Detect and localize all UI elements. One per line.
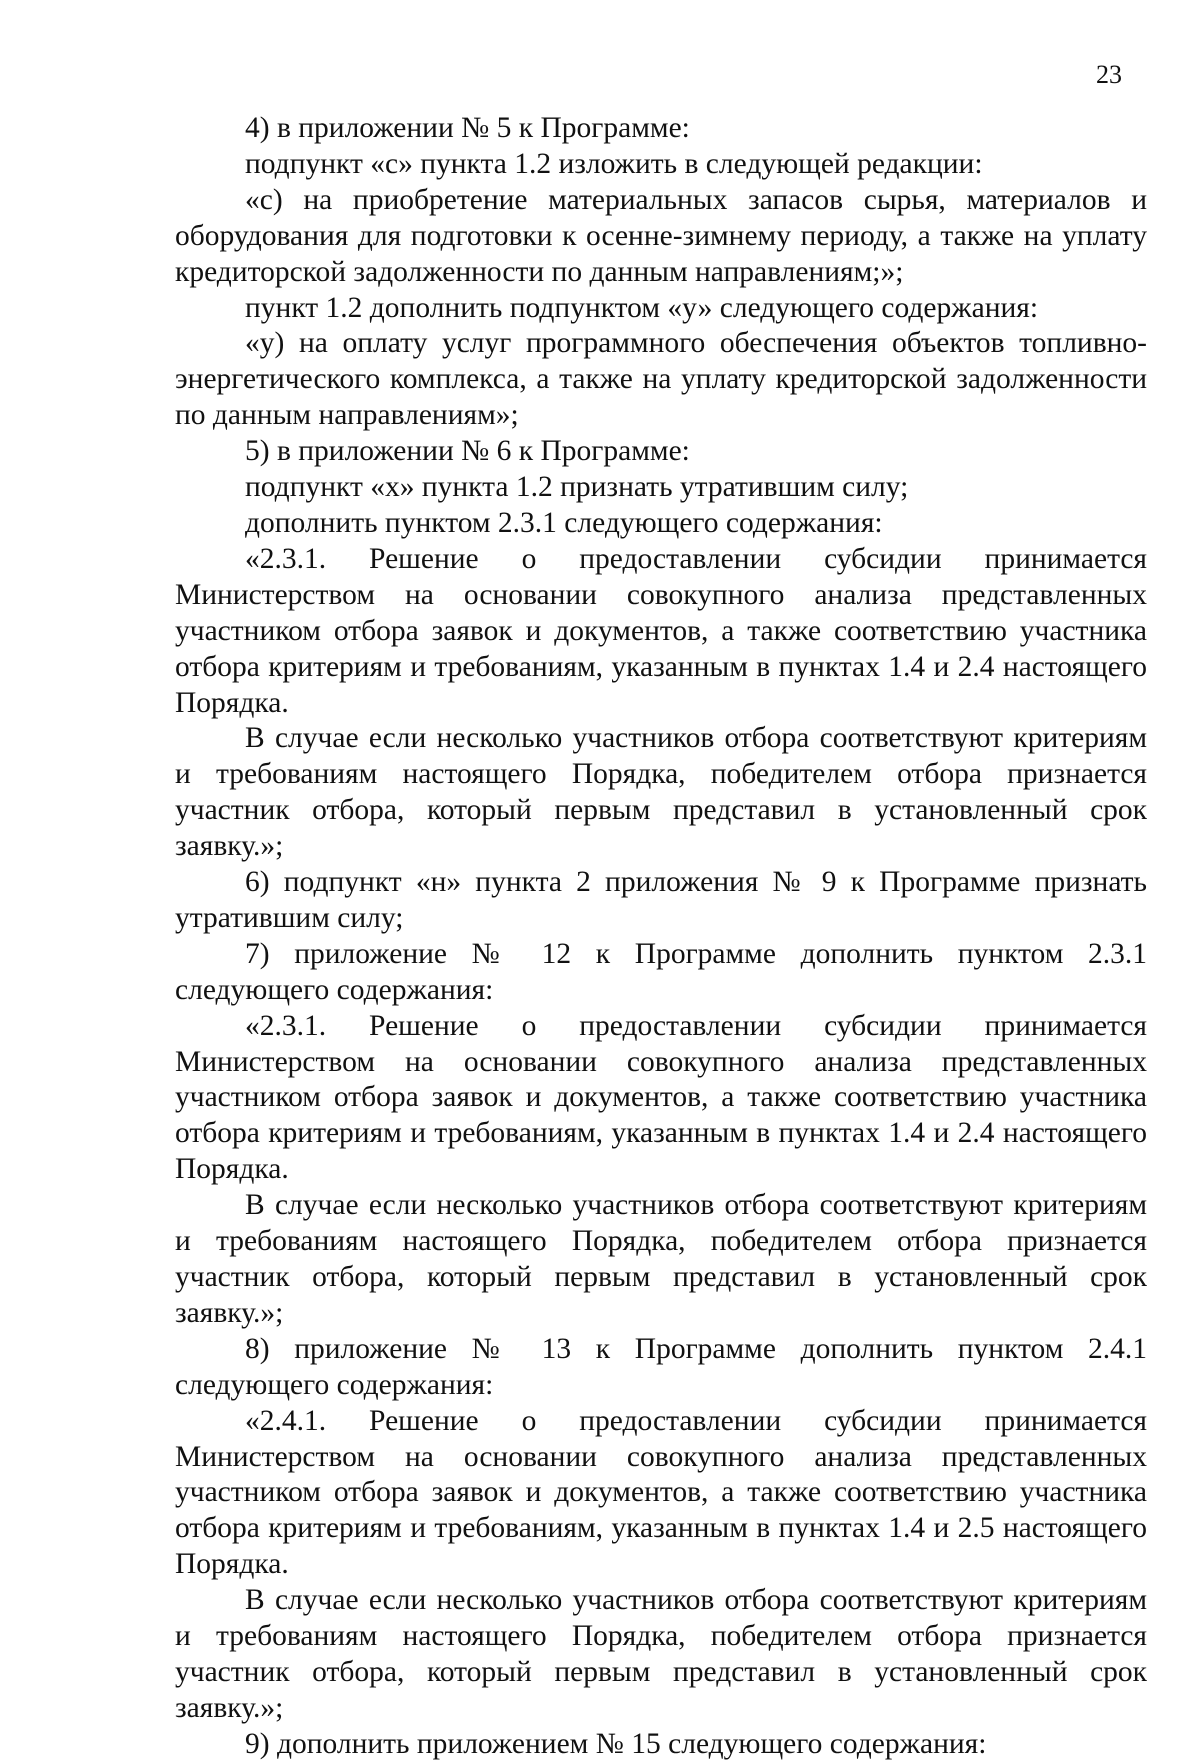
paragraph-13-2-4-1-decision: «2.4.1. Решение о предоставлении субсидии принимается Министерством на основании совокупного анализа представленных участником отбора заявок и документов, а также соответствию участника отбора критериям и требованиям, указанным в пунктах 1.4 и 2.5 настоящего Порядка. bbox=[175, 1404, 1147, 1581]
paragraph-amend-7: 7) приложение № 12 к Программе дополнить пунктом 2.3.1 следующего содержания: bbox=[175, 937, 1147, 1006]
paragraph-subitem-x-repeal: подпункт «х» пункта 1.2 признать утратившим силу; bbox=[245, 471, 909, 504]
paragraph-subitem-u-text: «у) на оплату услуг программного обеспечения объектов топливно-энергетического комплекса, а также на уплату кредиторской задолженности по данным направлениям»; bbox=[175, 327, 1147, 432]
document-body bbox=[175, 111, 1147, 1763]
paragraph-13-2-4-1-winner: В случае если несколько участников отбора соответствуют критериям и требованиям настоящего Порядка, победителем отбора признается участник отбора, который первым представил в установленный срок заявку.»; bbox=[175, 1584, 1147, 1724]
paragraph-subitem-c-intro: подпункт «с» пункта 1.2 изложить в следующей редакции: bbox=[245, 147, 983, 180]
paragraph-add-2-3-1-intro: дополнить пунктом 2.3.1 следующего содержания: bbox=[245, 506, 883, 539]
paragraph-amend-8: 8) приложение № 13 к Программе дополнить пунктом 2.4.1 следующего содержания: bbox=[175, 1332, 1147, 1401]
paragraph-12-2-3-1-decision: «2.3.1. Решение о предоставлении субсидии принимается Министерством на основании совокупного анализа представленных участником отбора заявок и документов, а также соответствию участника отбора критериям и требованиям, указанным в пунктах 1.4 и 2.4 настоящего Порядка. bbox=[175, 1009, 1147, 1186]
paragraph-subitem-c-text: «с) на приобретение материальных запасов сырья, материалов и оборудования для подготовки к осенне-зимнему периоду, а также на уплату кредиторской задолженности по данным направлениям;»; bbox=[175, 183, 1147, 288]
paragraph-2-3-1-winner: В случае если несколько участников отбора соответствуют критериям и требованиям настоящего Порядка, победителем отбора признается участник отбора, который первым представил в установленный срок заявку.»; bbox=[175, 722, 1147, 863]
paragraph-subitem-u-intro: пункт 1.2 дополнить подпунктом «у» следующего содержания: bbox=[245, 291, 1039, 324]
paragraph-amend-5: 5) в приложении № 6 к Программе: bbox=[245, 435, 690, 468]
paragraph-amend-6: 6) подпункт «н» пункта 2 приложения № 9 к Программе признать утратившим силу; bbox=[175, 866, 1147, 934]
paragraph-12-2-3-1-winner: В случае если несколько участников отбора соответствуют критериям и требованиям настоящего Порядка, победителем отбора признается участник отбора, который первым представил в установленный срок заявку.»; bbox=[175, 1189, 1147, 1329]
paragraph-amend-4: 4) в приложении № 5 к Программе: bbox=[245, 112, 690, 144]
page-number: 23 bbox=[1096, 60, 1122, 89]
paragraph-2-3-1-decision: «2.3.1. Решение о предоставлении субсидии принимается Министерством на основании совокупного анализа представленных участником отбора заявок и документов, а также соответствию участника отбора критериям и требованиям, указанным в пунктах 1.4 и 2.4 настоящего Порядка. bbox=[175, 542, 1147, 719]
paragraph-amend-9: 9) дополнить приложением № 15 следующего содержания: bbox=[245, 1727, 987, 1760]
